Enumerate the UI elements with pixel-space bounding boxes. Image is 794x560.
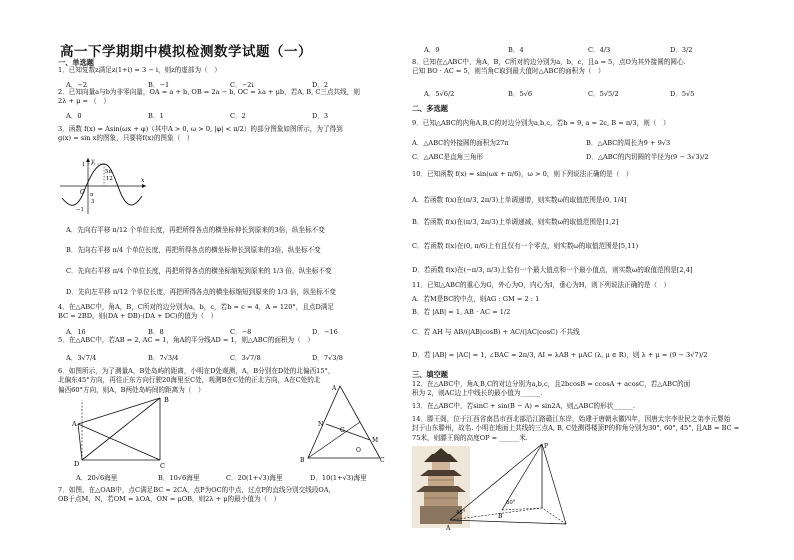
q14-label-60deg: 60°: [506, 500, 516, 506]
q9-option-a: A．△ABC的外接圆的面积为27π: [412, 139, 509, 147]
q10-option-b: B．若函数 f(x)在(π/3, 2π/3)上单调递减，则实数ω的取值范围是[1,2]: [412, 218, 619, 226]
q14-label-45deg: 45°: [456, 510, 466, 516]
q3-option-a: A．先向右平移 π/12 个单位长度，再把所得各点的横坐标伸长到原来的3倍，纵坐标不变: [66, 226, 325, 234]
q3-label-x: x: [141, 177, 145, 184]
q8-option-c: C．5√5/2: [588, 90, 619, 98]
q7-point-b: B: [300, 457, 305, 464]
right-column: [412, 0, 748, 560]
q14-label-p: P: [544, 443, 549, 450]
q4-option-b: B．8: [148, 328, 164, 336]
q3-option-d: D．先向左平移 π/12 个单位长度，再把所得各点的横坐标缩短到原来的 1/3 倍，纵坐标不变: [66, 288, 337, 296]
q3-sine-graph: [58, 156, 148, 218]
q2-option-a: A．0: [66, 112, 82, 120]
q14-label-a: A: [446, 525, 451, 532]
question-1: 1．已知复数z满足z(1+i) = 3 − i，则z的虚部为（ ）: [58, 66, 221, 74]
q5-option-b: B．7√3/4: [148, 354, 179, 362]
q6-island-figure: [70, 394, 220, 470]
q1-option-b: B．−1: [148, 81, 170, 89]
q3-label-1: 1: [82, 162, 86, 168]
q3-label-y: y: [91, 158, 95, 165]
q6-point-b: B: [164, 396, 169, 404]
section-multi: 二、多选题: [412, 104, 448, 113]
q10-option-a: A．若函数 f(x)在(π/3, 2π/3)上单调递增，则实数ω的取值范围是(0, 1/4]: [412, 196, 627, 204]
q6-option-d: D．10(1+√3)海里: [310, 474, 367, 482]
question-7: 7．如图，在△OAB中，点C满足BC = 2CA，点P为OC的中点，过点P的直线分别交线段OA， OB于点M，N，若OM = λOA，ON = μOB，则2λ + μ的最小值为（ ）: [58, 486, 336, 504]
q9-option-b: B．△ABC的周长为9 + 9√3: [586, 139, 671, 147]
page-title: 高一下学期期中模拟检测数学试题（一）: [60, 44, 312, 60]
question-10: 10．已知函数 f(x) = sin(ωx + π/6)，ω > 0，则下列说法正确的是（ ）: [412, 170, 633, 178]
q3-label-12: 12: [106, 176, 113, 182]
q7-point-o: O: [356, 447, 361, 454]
q7-point-n: N: [318, 421, 324, 428]
question-9: 9．已知△ABC的内角A,B,C的对边分别为a,b,c，若b = 9, a = 2c, B = π/3，则（ ）: [412, 119, 670, 127]
q7-triangle-figure: [296, 382, 388, 464]
q11-option-d: D．若 |AB| = |AC| = 1, ∠BAC = 2π/3, AI = λAB + μAC (λ, μ ∈ R)，则 λ + μ = (9 − 3√7)/2: [412, 351, 708, 359]
q4-option-c: C．−8: [230, 328, 252, 336]
q11-option-b: B．若 |AB| = 1, AB · AC = 1/2: [412, 308, 511, 316]
q1-option-c: C．−2i: [230, 81, 254, 89]
q3-label-origin: O: [80, 189, 85, 196]
q8-option-a: A．5√6/2: [424, 90, 455, 98]
q3-label-5pi: 5π: [105, 169, 112, 175]
question-11: 11．已知△ABC的重心为G，外心为O，内心为I，垂心为H，则下列说法正确的是（ ）: [412, 281, 671, 289]
q6-point-a: A: [72, 420, 77, 428]
q3-option-c: C．先向右平移 π/4 个单位长度，再把所得各点的横坐标缩短到原来的 1/3 倍，纵坐标不变: [66, 267, 332, 275]
question-8: 8．已知在△ABC中，角A，B，C所对的边分别为a，b，c，且a = 5，点O为其外接圆的圆心. 已知 BO · AC = 5，则当角C取到最大值时△ABC的面积为（ ）: [412, 58, 686, 76]
q10-option-c: C．若函数 f(x)在(0, π/6)上有且仅有一个零点，则实数ω的取值范围是[5,11): [412, 242, 639, 250]
q11-option-c: C．若 AH 与 AB/(|AB|cosB) + AC/(|AC|cosC) 不共线: [412, 328, 580, 336]
q7-option-a: A．9: [424, 46, 440, 54]
q11-option-a: A．若M是BC的中点，则AG : GM = 2 : 1: [412, 295, 540, 303]
question-2: 2．已知向量a与b为非零向量，OA = a + b, OB = 2a − b, OC = λa + μb，若A, B, C三点共线，则 2λ + μ = （ ）: [58, 88, 360, 106]
question-5: 5．在△ABC中，若AB = 2, AC = 1，角A的平分线AD = 1，则△ABC的面积为（ ）: [58, 336, 314, 344]
q7-point-a: A: [332, 385, 337, 392]
q10-option-d: D．若函数 f(x)在(−π/3, π/3)上恰有一个最大值点和一个最小值点，则实数ω的取值范围是[2,4]: [412, 266, 693, 274]
q4-option-a: A．16: [66, 328, 86, 336]
q5-option-c: C．3√7/8: [230, 354, 261, 362]
q9-option-d: D．△ABC的内切圆的半径为(9 − 3√3)/2: [586, 153, 709, 161]
q6-option-b: B．10√6海里: [158, 474, 200, 482]
q7-option-c: C．4/3: [588, 46, 611, 54]
q14-elevation-diagram: [446, 440, 614, 532]
section-single: 一、单选题: [58, 58, 94, 67]
q14-label-b: B: [498, 513, 503, 520]
q5-option-a: A．3√7/4: [66, 354, 97, 362]
q4-option-d: D．−16: [312, 328, 338, 336]
question-3: 3．函数 f(x) = Asin(ωx + φ)（其中A > 0, ω > 0, |φ| < π/2）的部分图象如图所示，为了得到 g(x) = sin x的图象，只要将f(x)的图象（ ）: [58, 125, 343, 143]
q9-option-c: C．△ABC是直角三角形: [412, 153, 484, 161]
question-4: 4．在△ABC中，角A，B，C所对的边分别为a，b，c，若b = c = 4，A = 120°，且点D满足 BC = 2BD，则(DA + DB)·(DA + DC)的值为（ ）: [58, 303, 334, 321]
q2-option-b: B．1: [148, 112, 164, 120]
question-13: 13．在△ABC中，若sinC + sin(B − A) = sin2A，则△ABC的形状______.: [412, 402, 636, 410]
q8-option-d: D．5√5: [670, 90, 695, 98]
q2-option-d: D．3: [312, 112, 329, 120]
q6-point-c: C: [160, 462, 165, 470]
q7-point-c: C: [380, 457, 385, 464]
q3-label-pi: π: [90, 192, 94, 198]
question-14: 14．滕王阁，位于江西省南昌市西北部沿江路赣江东岸，始建于唐朝永徽四年，因唐太宗李世民之弟李元婴始 封于山东滕州，故名. 小明在地面上共线的三点A, B, C处测得楼顶P的仰角分别为30°, 60°, 45°, 且AB = BC = 75米，则滕王阁的高度OP = ______米.: [412, 415, 740, 442]
q6-option-c: C．20(1+√3)海里: [226, 474, 283, 482]
q7-point-m: M: [372, 437, 379, 444]
q2-option-c: C．2: [230, 112, 246, 120]
q7-option-b: B．4: [508, 46, 524, 54]
q3-label-neg1: −1: [76, 207, 84, 213]
q6-point-d: D: [74, 460, 80, 468]
q7-point-g: G: [340, 427, 345, 434]
q7-option-d: D．3/2: [670, 46, 693, 54]
q1-option-a: A．−2: [66, 81, 88, 89]
section-fill: 三、填空题: [412, 370, 448, 379]
q1-option-d: D．2: [312, 81, 329, 89]
q8-option-b: B．5√6: [508, 90, 533, 98]
left-column: [58, 0, 390, 560]
q3-option-b: B．先向右平移 π/4 个单位长度，再把所得各点的横坐标伸长到原来的3倍，纵坐标不变: [66, 246, 321, 254]
q5-option-d: D．7√3/8: [312, 354, 343, 362]
question-6: 6．如图所示，为了测量A，B处岛屿的距离，小明在D处观测，A，B分别在D处的北偏西15°， 北偏东45°方向，再往正东方向行驶20海里至C处，观测B在C处的正北方向，A在C处的北 偏西60°方向，则A，B两处岛屿间的距离为（ ）: [58, 367, 335, 394]
q6-option-a: A．20√6海里: [76, 474, 118, 482]
q3-label-3: 3: [91, 199, 95, 205]
question-12: 12．在△ABC中，角A,B,C的对边分别为a,b,c，且2bcosB = ccosA + acosC，若△ABC的面 积为 2，则AC边上中线长的最小值为______.: [412, 380, 691, 398]
